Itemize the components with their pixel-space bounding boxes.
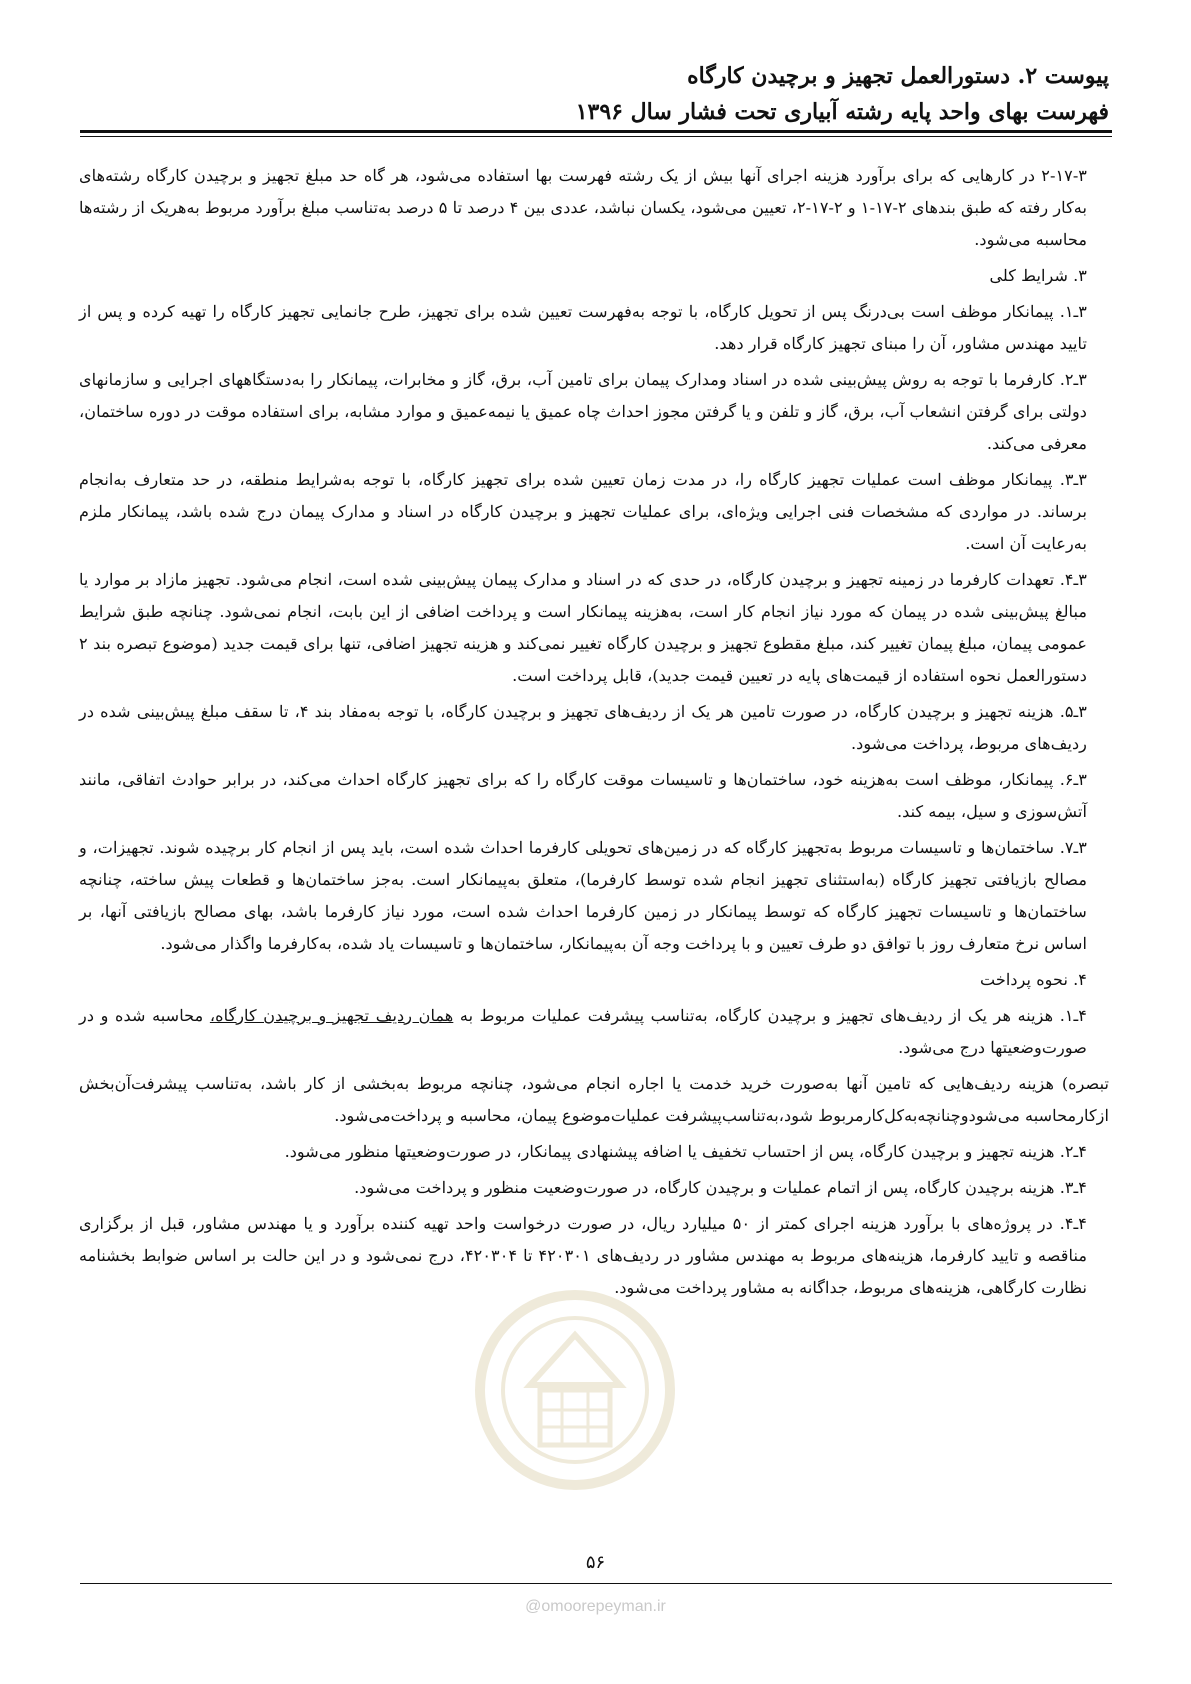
paragraph-4-3: ۴ـ۳. هزینه برچیدن کارگاه، پس از اتمام عملیات و برچیدن کارگاه، در صورت‌وضعیت منظور و پرداخت می‌شود. (354, 1178, 1087, 1197)
paragraph-4-1-underlined: همان ردیف تجهیز و برچیدن کارگاه، (209, 1006, 454, 1025)
header-rule-thick (80, 130, 1112, 133)
section-heading-general-terms: ۳. شرایط کلی (989, 266, 1087, 285)
paragraph-3-1: ۳ـ۱. پیمانکار موظف است بی‌درنگ پس از تحویل کارگاه، با توجه به‌فهرست تعیین شده برای تجهیز، طرح جانمایی تجهیز کارگاه را تهیه کرده و پس از تایید مهندس مشاور، آن را مبنای تجهیز کارگاه قرار دهد. (79, 302, 1087, 353)
page-body (79, 160, 1109, 1308)
paragraph-4-1-start: ۴ـ۱. هزینه هر یک از ردیف‌های تجهیز و برچیدن کارگاه، به‌تناسب پیشرفت عملیات مربوط به (453, 1006, 1087, 1025)
page-header (79, 58, 1109, 130)
paragraph-3-7: ۳ـ۷. ساختمان‌ها و تاسیسات مربوط به‌تجهیز کارگاه که در زمین‌های تحویلی کارفرما احداث شده است، باید پس از انجام کار برچیده شوند. تجهیزات، و مصالح بازیافتی تجهیز کارگاه (به‌استثنای تجهیز انجام شده توسط کارفرما)، متعلق به‌پیمانکار است. به‌جز ساختمان‌ها و قطعات پیش ساخته، چنانچه ساختمان‌ها و تاسیسات تجهیز کارگاه که توسط پیمانکار در زمین کارفرما احداث شده است، مورد نیاز کارفرما باشد، بهای مصالح بازیافتی آنها، بر اساس نرخ متعارف روز با توافق دو طرف تعیین و با پرداخت وجه آن به‌پیمانکار، ساختمان‌ها و تاسیسات یاد شده، به‌کارفرما واگذار می‌شود. (79, 838, 1087, 953)
header-subtitle: فهرست بهای واحد پایه رشته آبیاری تحت فشار سال ۱۳۹۶ (575, 99, 1109, 125)
paragraph-note: تبصره) هزینه ردیف‌هایی که تامین آنها به‌صورت خرید خدمت یا اجاره انجام می‌شود، چنانچه مربوط به‌بخشی از کار باشد، به‌تناسب پیشرفت‌آن‌بخش ازکارمحاسبه می‌شودوچنانچه‌به‌کل‌کارمربوط شود،به‌تناسب‌پیشرفت عملیات‌موضوع پیمان، محاسبه و پرداخت‌می‌شود. (79, 1074, 1109, 1125)
header-title: پیوست ۲. دستورالعمل تجهیز و برچیدن کارگاه (687, 63, 1109, 89)
header-rule-thin (80, 136, 1112, 137)
paragraph-3-3: ۳ـ۳. پیمانکار موظف است عملیات تجهیز کارگاه را، در مدت زمان تعیین شده برای تجهیز کارگاه، با توجه به‌شرایط منطقه، در حد متعارف به‌انجام برساند. در مواردی که مشخصات فنی اجرایی ویژه‌ای، برای عملیات تجهیز و برچیدن کارگاه در اسناد و مدارک پیمان درج شده باشد، پیمانکار ملزم به‌رعایت آن است. (79, 470, 1087, 553)
paragraph-3-5: ۳ـ۵. هزینه تجهیز و برچیدن کارگاه، در صورت تامین هر یک از ردیف‌های تجهیز و برچیدن کارگاه، با توجه به‌مفاد بند ۴، تا سقف مبلغ پیش‌بینی شده در ردیف‌های مربوط، پرداخت می‌شود. (79, 702, 1087, 753)
section-heading-payment: ۴. نحوه پرداخت (980, 970, 1087, 989)
paragraph-3-4: ۳ـ۴. تعهدات کارفرما در زمینه تجهیز و برچیدن کارگاه، در حدی که در اسناد و مدارک پیمان پیش‌بینی شده است، انجام می‌شود. تجهیز مازاد بر موارد یا مبالغ پیش‌بینی شده در پیمان که مورد نیاز انجام کار است، به‌هزینه پیمانکار است و پرداخت اضافی از این بابت، انجام نمی‌شود. چنانچه طبق شرایط عمومی پیمان، مبلغ پیمان تغییر کند، مبلغ مقطوع تجهیز و برچیدن کارگاه تغییر نمی‌کند و هزینه تجهیز اضافی، تنها برای قیمت جدید (موضوع تبصره بند ۲ دستورالعمل نحوه استفاده از قیمت‌های پایه در تعیین قیمت جدید)، قابل پرداخت است. (79, 570, 1087, 685)
site-watermark-text: @omoorepeyman.ir (525, 1598, 666, 1615)
footer-rule (80, 1583, 1112, 1584)
paragraph-3-6: ۳ـ۶. پیمانکار، موظف است به‌هزینه خود، ساختمان‌ها و تاسیسات موقت کارگاه را که برای تجهیز کارگاه احداث می‌کند، در برابر حوادث اتفاقی، مانند آتش‌سوزی و سیل، بیمه کند. (79, 770, 1087, 821)
paragraph-4-1-end: محاسبه شده و در صورت‌وضعیتها درج می‌شود. (79, 1006, 1087, 1057)
paragraph-3-2: ۳ـ۲. کارفرما با توجه به روش پیش‌بینی شده در اسناد ومدارک پیمان برای تامین آب، برق، گاز و مخابرات، پیمانکار را به‌دستگاههای اجرایی و سازمانهای دولتی برای گرفتن انشعاب آب، برق، گاز و تلفن و یا گرفتن مجوز احداث چاه عمیق یا نیمه‌عمیق و موارد مشابه، برای استفاده موقت در دوره ساختمان، معرفی می‌کند. (79, 370, 1087, 453)
paragraph-4-4: ۴ـ۴. در پروژه‌های با برآورد هزینه اجرای کمتر از ۵۰ میلیارد ریال، در صورت درخواست واحد تهیه کننده برآورد و یا مهندس مشاور، قبل از برگزاری مناقصه و تایید کارفرما، هزینه‌های مربوط به مهندس مشاور در ردیف‌های ۴۲۰۳۰۱ تا ۴۲۰۳۰۴، درج نمی‌شود و در این حالت بر اساس ضوابط بخشنامه نظارت کارگاهی، هزینه‌های مربوط، جداگانه به مشاور پرداخت می‌شود. (79, 1214, 1088, 1297)
paragraph-4-2: ۴ـ۲. هزینه تجهیز و برچیدن کارگاه، پس از احتساب تخفیف یا اضافه پیشنهادی پیمانکار، در صورت‌وضعیتها منظور می‌شود. (284, 1142, 1087, 1161)
paragraph-2-17-3: ۲-۱۷-۳ در کارهایی که برای برآورد هزینه اجرای آنها بیش از یک رشته فهرست بها استفاده می‌شود، هر گاه حد مبلغ تجهیز و برچیدن کارگاه رشته‌های به‌کار رفته که طبق بندهای ۲-۱۷-۱ و ۲-۱۷-۲، تعیین می‌شود، یکسان نباشد، عددی بین ۴ درصد تا ۵ درصد به‌تناسب مبلغ برآورد مربوط به‌هریک از رشته‌ها محاسبه می‌شود. (79, 166, 1087, 249)
paragraph-4-1 (79, 1000, 1109, 1064)
page-number: ۵۶ (585, 1552, 606, 1573)
